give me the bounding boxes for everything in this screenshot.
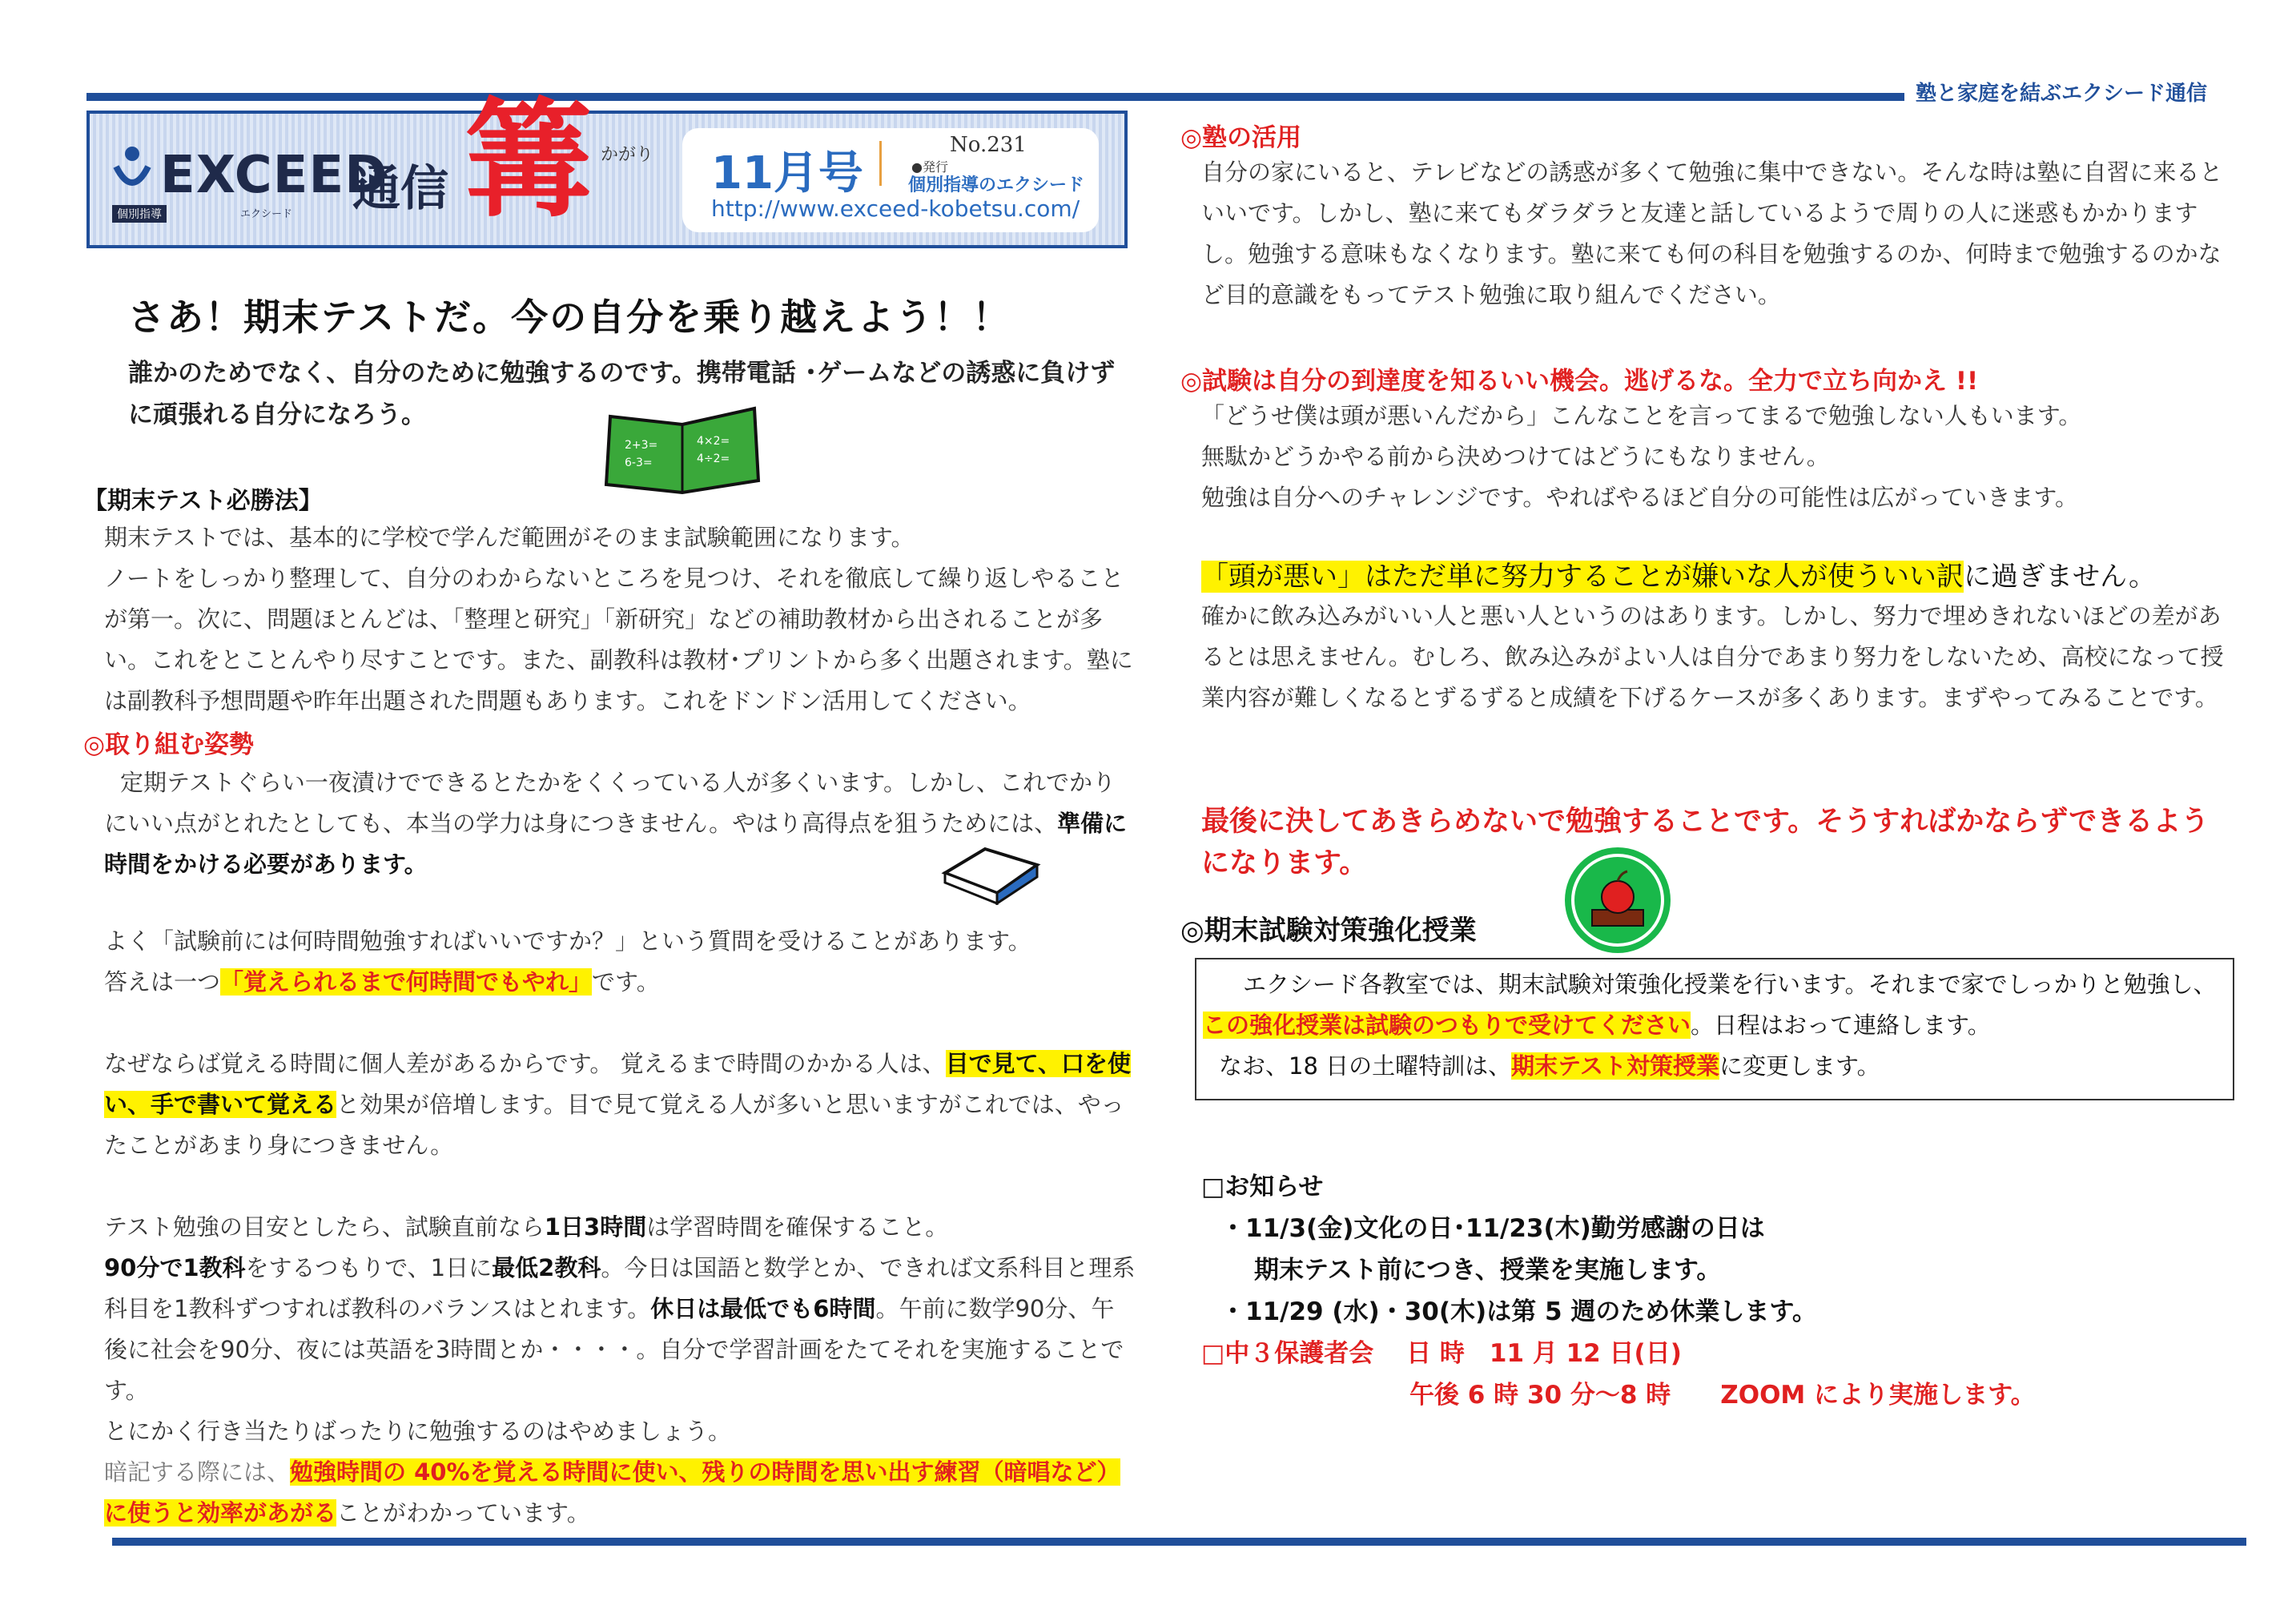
paragraph [104,1248,1137,1411]
paragraph [1203,1046,2228,1087]
highlight: 「頭が悪い」はただ単に努力することが嫌いな人が使ういい訳 [1201,561,1964,593]
publisher-name: 個別指導のエクシード [908,175,1085,195]
bottom-rule [112,1538,2246,1546]
section-body-shiken [1201,396,2234,518]
text-span: です。 [592,968,660,996]
text-span: 暗記する際には、 [104,1458,291,1486]
highlight: 目で見て、口を使い、手で書いて覚える [104,1050,1132,1118]
apple-book-icon [1562,844,1674,956]
text-span: エクシード各教室では、期末試験対策強化授業を行います。それまで家でしっかりと勉強し、 [1243,971,2217,998]
section-body-shisei-2 [104,921,1137,1534]
website-url: http://www.exceed-kobetsu.com/ [711,195,1080,222]
logo-sub: 個別指導 [112,205,167,223]
paragraph: ノートをしっかり整理して、自分のわからないところを見つけ、それを徹底して繰り返しやることが第一。次に、問題ほとんどは、「整理と研究」「新研究」などの補助教材から出されることが多い。これをとことんやり尽すことです。また、副教科は教材･プリントから多く出題されます。塾には副教科予想問題や昨年出題された問題もあります。これをドンドン活用してください。 [104,565,1133,714]
text-span: 。日程はおって連絡します。 [1691,1012,1991,1039]
section-body-juku: 自分の家にいると、テレビなどの誘惑が多くて勉強に集中できない。そんな時は塾に自習に来るといいです。しかし、塾に来てもダラダラと友達と話しているようで周りの人に迷惑もかかりますし。勉強する意味もなくなります。塾に来ても何の科目を勉強するのか、何時まで勉強するのかなど目的意識をもってテスト勉強に取り組んでください。 [1201,159,2223,308]
text-span: 。午前に数学90分、午後に社会を90分、夜には英語を3時間とか・・・・。自分で学習計画をたてそれを実施することです。 [104,1295,1124,1404]
paragraph [104,962,1137,1003]
meeting-title: □中３保護者会 [1201,1339,1374,1368]
tagline: 塾と家庭を結ぶエクシード通信 [1916,82,2208,106]
kagari-title: 篝 [464,85,593,235]
announcements [1201,1166,2036,1416]
announcement-item: 期末テスト前につき、授業を実施します。 [1254,1256,1722,1285]
logo-kana: エクシード [240,208,293,220]
eraser-icon [937,841,1041,905]
paragraph: 「どうせ僕は頭が悪いんだから」こんなことを言ってまるで勉強しない人もいます。 [1201,402,2082,429]
headline: さあ！期末テストだ。今の自分を乗り越えよう！！ [128,296,1011,339]
section-title-shiken: ◎試験は自分の到達度を知るいい機会。逃げるな。全力で立ち向かえ !! [1180,367,1979,396]
text-span: に変更します。 [1719,1052,1880,1080]
paragraph [104,1207,1137,1248]
emphasis: 休日は最低でも6時間 [650,1295,876,1322]
paragraph: 期末テストでは、基本的に学校で学んだ範囲がそのまま試験範囲になります。 [104,524,915,551]
top-rule [86,93,1904,101]
tsushin-label: 通信 [352,161,448,217]
emphasis: 1日3時間 [544,1213,647,1241]
paragraph: よく「試験前には何時間勉強すればいいですか？」という質問を受けることがあります。 [104,927,1031,955]
parent-meeting [1201,1333,2036,1374]
text-span: ことがわかっています。 [336,1499,590,1526]
emphasis: 最低2教科 [492,1254,601,1281]
section-title-shisei: ◎取り組む姿勢 [83,730,255,759]
highlight: この強化授業は試験のつもりで受けてください [1203,1012,1691,1039]
paragraph: 勉強は自分へのチャレンジです。やればやるほど自分の可能性は広がっていきます。 [1201,484,2079,511]
text-span: をするつもりで、1日に [245,1254,493,1281]
text-span: 答えは一つ [104,968,221,996]
publisher-label: ●発行 [911,159,948,175]
text-span: 。今日は国語と数学とか、できれば文系科目と理系科目を1教科ずつすれば教科のバランスはとれます。 [104,1254,1136,1322]
math-book-icon [602,400,762,497]
notice-box-content [1203,964,2228,1087]
text-span: テスト勉強の目安としたら、試験直前なら [104,1213,545,1241]
text-span: に過ぎません。 [1964,561,2157,593]
emphasis: 準備に時間をかける必要があります。 [104,810,1128,878]
issue-month: 11月号 [711,147,863,199]
paragraph: とにかく行き当たりばったりに勉強するのはやめましょう。 [104,1418,732,1445]
text-span: と効果が倍増します。目で見て覚える人が多いと思いますがこれでは、やったことがあまり身につきません。 [104,1091,1124,1159]
highlight: 「覚えられるまで何時間でもやれ」 [220,968,593,996]
text-span: 定期テストぐらい一夜漬けでできるとたかをくくっている人が多くいます。しかし、これでかりにいい点がとれたとしても、本当の学力は身につきません。やはり高得点を狙うためには、 [104,769,1116,837]
closing-message: 最後に決してあきらめないで勉強することです。そうすればかならずできるようになります。 [1201,806,2210,879]
section-title-juku: ◎塾の活用 [1180,123,1302,152]
svg-text:4÷2=: 4÷2= [697,453,730,465]
paragraph [1203,964,2228,1046]
section-title-hissho: 【期末テスト必勝法】 [83,487,323,515]
logo-text: EXCEED [160,146,388,205]
meeting-time: 午後 6 時 30 分～8 時 ZOOM により実施します。 [1409,1381,2036,1410]
exceed-logo-icon [112,143,152,199]
issue-divider [879,141,882,186]
announcement-item: ・11/3(金)文化の日･11/23(木)勤労感謝の日は [1220,1214,1765,1243]
svg-text:4×2=: 4×2= [697,435,730,448]
highlight: 勉強時間の 40%を覚える時間に使い、残りの時間を思い出す練習（暗唱など）に使うと効率があがる [104,1458,1120,1526]
paragraph [104,1452,1137,1534]
kagari-ruby: かがり [601,145,654,165]
svg-text:6-3=: 6-3= [625,457,653,469]
paragraph [104,1044,1137,1166]
text-span: なぜならば覚える時間に個人差があるからです。 覚えるまで時間のかかる人は、 [104,1050,946,1077]
announcements-title: □お知らせ [1201,1173,1324,1201]
section-body-hissho [104,517,1137,722]
text-span: は学習時間を確保すること。 [646,1213,949,1241]
highlight: 期末テスト対策授業 [1511,1052,1719,1080]
text-span: なお、18 日の土曜特訓は、 [1219,1052,1512,1080]
callout-atama [1201,557,2242,596]
paragraph: 無駄かどうかやる前から決めつけてはどうにもなりません。 [1201,443,1830,470]
meeting-date: 日 時 11 月 12 日(日) [1406,1339,1682,1368]
intro-text: 誰かのためでなく、自分のために勉強するのです。携帯電話 ･ゲームなどの誘惑に負けずに頑張れる自分になろう。 [128,359,1116,429]
issue-number: No.231 [950,133,1027,157]
emphasis: 90分で1教科 [104,1254,246,1281]
svg-text:2+3=: 2+3= [625,439,658,452]
announcement-item: ・11/29 (水)・30(木)は第 5 週のため休業します。 [1220,1297,1817,1326]
section-body-atama: 確かに飲み込みがいい人と悪い人というのはあります。しかし、努力で埋めきれないほどの差があるとは思えません。むしろ、飲み込みがよい人は自分であまり努力をしないため、高校になって授業内容が難しくなるとずるずると成績を下げるケースが多くあります。まずやってみることです。 [1201,602,2224,711]
section-title-kyoka: ◎期末試験対策強化授業 [1180,915,1477,947]
